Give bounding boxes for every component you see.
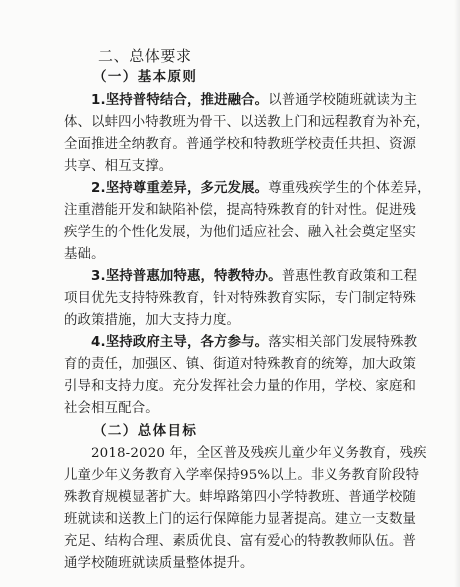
principle-3-lead: 3.坚持普惠加特惠，特教特办。 [91, 269, 282, 284]
section-heading: 二、总体要求 [98, 47, 192, 65]
principle-2-line-3: 疾学生的个性化发展，为他们适应社会、融入社会奠定坚实 [64, 225, 417, 240]
principle-2-line-2: 注重潜能开发和缺陷补偿，提高特殊教育的针对性。促进残 [64, 203, 417, 218]
goals-line-3: 殊教育规模显著扩大。蚌埠路第四小学特教班、普通学校随 [64, 490, 417, 505]
principle-1-line-3: 全面推进全纳教育。普通学校和特教班学校责任共担、资源 [64, 137, 417, 152]
principle-2-line-4: 基础。 [64, 247, 105, 262]
principle-4-line-3: 引导和支持力度。充分发挥社会力量的作用，学校、家庭和 [64, 379, 417, 394]
principle-2-line-1: 尊重残疾学生的个体差异， [268, 181, 431, 196]
principle-2-lead: 2.坚持尊重差异，多元发展。 [91, 181, 269, 196]
goals-heading: （二）总体目标 [93, 423, 198, 439]
principle-4-line-4: 社会相互配合。 [64, 401, 159, 416]
goals-line-4: 班就读和送教上门的运行保障能力显著提高。建立一支数量 [64, 512, 417, 527]
principle-1-lead: 1.坚持普特结合，推进融合。 [91, 93, 269, 108]
principle-2-first-line [91, 180, 431, 198]
principle-1-first-line [91, 92, 417, 110]
principle-4-lead: 4.坚持政府主导，各方参与。 [91, 335, 269, 350]
principle-1-line-4: 共享、相互支撑。 [64, 159, 173, 174]
principles-heading: （一）基本原则 [93, 69, 198, 85]
principle-3-first-line [91, 268, 417, 286]
goals-line-1: 2018-2020 年，全区普及残疾儿童少年义务教育，残疾 [91, 446, 427, 461]
principle-1-line-2: 体、以蚌四小特教班为骨干、以送教上门和远程教育为补充， [64, 115, 430, 130]
principle-3-line-1: 普惠性教育政策和工程 [281, 269, 418, 284]
principle-4-line-1: 落实相关部门发展特殊教 [268, 335, 418, 350]
principle-4-first-line [91, 334, 417, 352]
principle-3-line-2: 项目优先支持特殊教育，针对特殊教育实际，专门制定特殊 [64, 291, 417, 306]
goals-line-5: 充足、结构合理、素质优良、富有爱心的特教教师队伍。普 [64, 534, 417, 549]
goals-line-2: 儿童少年义务教育入学率保持95%以上。非义务教育阶段特 [64, 468, 420, 483]
page-edge-shadow [454, 0, 460, 587]
goals-line-6: 通学校随班就读质量整体提升。 [64, 556, 254, 571]
principle-1-line-1: 以普通学校随班就读为主 [268, 93, 418, 108]
principle-4-line-2: 育的责任，加强区、镇、街道对特殊教育的统筹，加大政策 [64, 357, 417, 372]
principle-3-line-3: 的政策措施，加大支持力度。 [64, 313, 241, 328]
